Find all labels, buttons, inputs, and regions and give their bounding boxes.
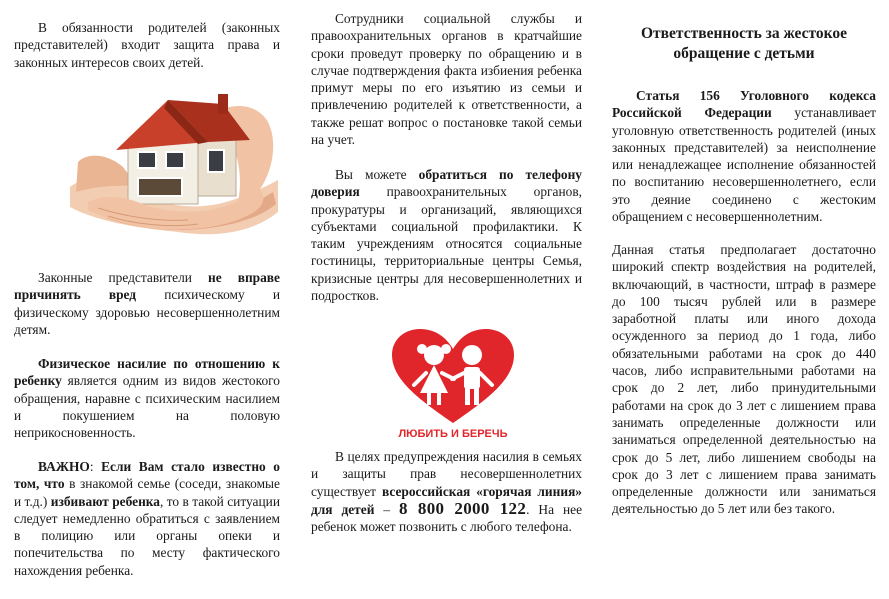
col2-paragraph-3: В целях предупреждения насилия в семьях и защиты прав несовершеннолетних существует всероссийская «горячая линия» для детей – 8 800 2000 122. На нее ребенок может позвонить с любого телефона. <box>311 449 583 535</box>
col2-paragraph-2: Вы можете обратиться по телефону доверия правоохранительных органов, прокуратуры и организаций, являющихся субъектами социальной профилактики. К таким учреждениям относятся социальные гостиницы, территориальные центры Семья, кризисные центры для несовершеннолетних и подростков. <box>311 167 582 304</box>
love-and-protect-logo <box>388 327 518 443</box>
house-in-hands-image <box>68 92 280 238</box>
logo-caption: ЛЮБИТЬ И БЕРЕЧЬ <box>398 428 508 440</box>
hotline-phone-number: 8 800 2000 122 <box>398 498 527 518</box>
section-title: Ответственность за жестокое обращение с детьми <box>641 25 847 62</box>
col3-paragraph-2: Данная статья предполагает достаточно широкий спектр воздействия на родителей, включающий, в частности, штраф в размере до 100 тысяч рублей или в размере заработной платы или иного дохода осужденного за период до 1 года, либо обязательными работами на срок до 440 часов, либо исправительными работами на срок до 2 лет, либо принудительными работами на срок до 3 лет с лишением права занимать определенные должности или заниматься определенной деятельностью на срок до 5 лет, либо лишением свободы на срок до 3 лет с лишением права занимать определенные должности или заниматься деятельностью до 5 лет или без такого. <box>612 242 876 517</box>
col1-paragraph-2: Законные представители не вправе причинять вред психическому и физическому здоровью несовершеннолетним детям. <box>14 270 280 337</box>
col2-paragraph-1: Сотрудники социальной службы и правоохранительных органов в кратчайшие сроки проведут проверку по обращению и в случае подтверждения факта избиения ребенка примут меры по его изъятию из семьи и привлечению родителей к ответственности, а также решат вопрос о постановке такой семьи на учет. <box>311 11 582 148</box>
col1-paragraph-4: ВАЖНО: Если Вам стало известно о том, что в знакомой семье (соседи, знакомые и т.д.) избивают ребенка, то в такой ситуации следует немедленно обратиться с заявлением в полицию или органы опеки и попечительства по месту фактического нахождения ребенка. <box>14 459 280 578</box>
heart-children-icon <box>388 327 518 443</box>
col3-paragraph-1: Статья 156 Уголовного кодекса Российской Федерации устанавливает уголовную ответственность родителей (иных законных представителей) за неисполнение или ненадлежащее исполнение обязанностей по воспитанию несовершеннолетнего, если это деяние соединено с жестоким обращением с несовершеннолетним. <box>612 88 876 225</box>
house-hands-icon <box>68 92 280 238</box>
col1-paragraph-1: В обязанности родителей (законных представителей) входит защита права и законных интересов своих детей. <box>14 20 280 70</box>
col1-paragraph-3: Физическое насилие по отношению к ребенку является одним из видов жестокого обращения, наравне с психическим насилием и покушением на половую неприкосновенность. <box>14 356 280 441</box>
